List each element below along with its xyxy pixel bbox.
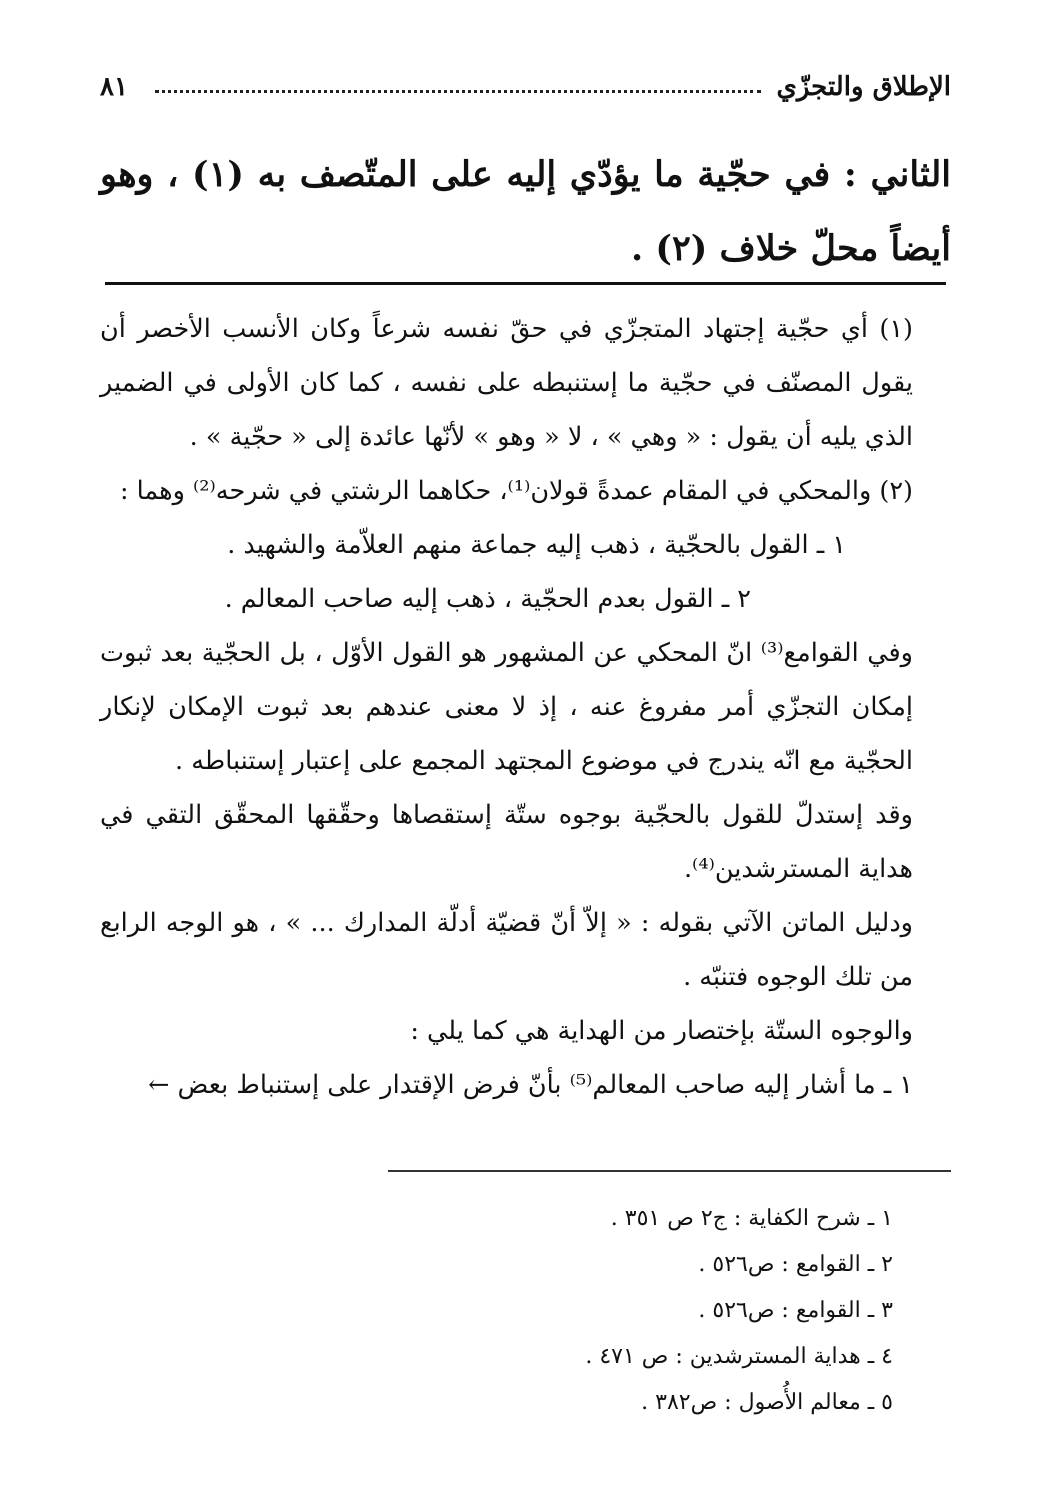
- footnote-list-item: ٢ ـ القول بعدم الحجّية ، ذهب إليه صاحب المعالم .: [224, 584, 751, 614]
- footnote-paragraph: وفي القوامع⁽³⁾ انّ المحكي عن المشهور هو القول الأوّل ، بل الحجّية بعد ثبوت إمكان التجزّي أمر مفروغ عنه ، إذ لا معنى عندهم بعد ثبوت الإمكان لإنكار الحجّية مع انّه يندرج في موضوع المجتهد المجمع على إعتبار إستنباطه .: [100, 638, 914, 776]
- commentary-section: [100, 302, 951, 1112]
- reference-item: ٤ ـ هداية المسترشدين : ص ٤٧١ .: [585, 1344, 893, 1369]
- reference-item: ٣ ـ القوامع : ص٥٢٦ .: [698, 1298, 893, 1323]
- reference-item: ١ ـ شرح الكفاية : ج٢ ص ٣٥١ .: [610, 1206, 893, 1231]
- footnote-paragraph: (٢) والمحكي في المقام عمدةً قولان⁽¹⁾، حكاهما الرشتي في شرحه⁽²⁾ وهما :: [119, 476, 913, 506]
- references-divider: [388, 1170, 951, 1172]
- references-list: [585, 1196, 893, 1426]
- main-divider: [105, 282, 946, 285]
- main-text: الثاني : في حجّية ما يؤدّي إليه على المتّصف به (١) ، وهو أيضاً محلّ خلاف (٢) .: [100, 154, 951, 269]
- footnote-paragraph: والوجوه الستّة بإختصار من الهداية هي كما يلي :: [410, 1016, 913, 1046]
- running-header: [100, 72, 951, 112]
- footnote-paragraph: وقد إستدلّ للقول بالحجّية بوجوه ستّة إستقصاها وحقّقها المحقّق التقي في هداية المسترشدين⁽⁴⁾.: [100, 800, 913, 884]
- reference-item: ٥ ـ معالم الأُصول : ص٣٨٢ .: [641, 1390, 893, 1415]
- footnote-paragraph: (١) أي حجّية إجتهاد المتجزّي في حقّ نفسه شرعاً وكان الأنسب الأخصر أن يقول المصنّف في حجّية ما إستنبطه على نفسه ، كما كان الأولى في الضمير الذي يليه أن يقول : « وهي » ، لا « وهو » لأنّها عائدة إلى « حجّية » .: [100, 314, 913, 452]
- footnote-paragraph: ١ ـ ما أشار إليه صاحب المعالم⁽⁵⁾ بأنّ فرض الإقتدار على إستنباط بعض ←: [148, 1070, 913, 1100]
- header-title: الإطلاق والتجزّي: [776, 72, 951, 102]
- page-number: ٨١: [100, 72, 128, 102]
- footnote-paragraph: ودليل الماتن الآتي بقوله : « إلاّ أنّ قضيّة أدلّة المدارك ... » ، هو الوجه الرابع من تلك الوجوه فتنبّه .: [100, 908, 913, 992]
- footnote-list-item: ١ ـ القول بالحجّية ، ذهب إليه جماعة منهم العلاّمة والشهيد .: [227, 530, 846, 560]
- reference-item: ٢ ـ القوامع : ص٥٢٦ .: [698, 1252, 893, 1277]
- header-dot-leader: [155, 90, 761, 93]
